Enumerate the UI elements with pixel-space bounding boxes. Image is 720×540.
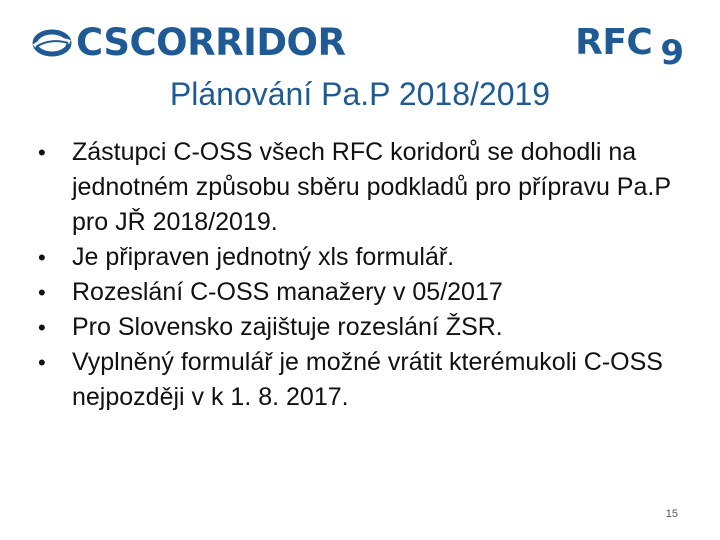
rfc-logo-text: RFC — [575, 22, 653, 63]
rfc-logo-number: 9 — [660, 33, 684, 73]
bullet-text: Zástupci C-OSS všech RFC koridorů se dohodli na jednotném způsobu sběru podkladů pro přípravu Pa.P pro JŘ 2018/2019. — [72, 138, 671, 236]
cscorridor-logo — [32, 20, 346, 66]
bullet-icon: • — [38, 350, 46, 375]
slide-title: Plánování Pa.P 2018/2019 — [169, 76, 551, 112]
bullet-item — [38, 275, 698, 310]
bullet-icon: • — [38, 140, 46, 165]
bullet-item — [38, 240, 698, 275]
bullet-list — [38, 135, 698, 415]
bullet-text: Vyplněný formulář je možné vrátit kterémukoli C-OSS nejpozději v k 1. 8. 2017. — [72, 348, 663, 411]
bullet-icon: • — [38, 315, 46, 340]
bullet-item — [38, 310, 698, 345]
swoosh-logo-icon — [32, 26, 72, 60]
bullet-item — [38, 345, 698, 415]
page-number: 15 — [665, 508, 678, 520]
bullet-text: Rozeslání C-OSS manažery v 05/2017 — [72, 278, 503, 306]
rfc9-logo — [575, 22, 684, 74]
bullet-item — [38, 135, 698, 240]
bullet-text: Pro Slovensko zajištuje rozeslání ŽSR. — [72, 313, 503, 341]
bullet-text: Je připraven jednotný xls formulář. — [72, 243, 455, 271]
cscorridor-logo-text: CSCORRIDOR — [76, 21, 346, 64]
bullet-icon: • — [38, 245, 46, 270]
bullet-icon: • — [38, 280, 46, 305]
